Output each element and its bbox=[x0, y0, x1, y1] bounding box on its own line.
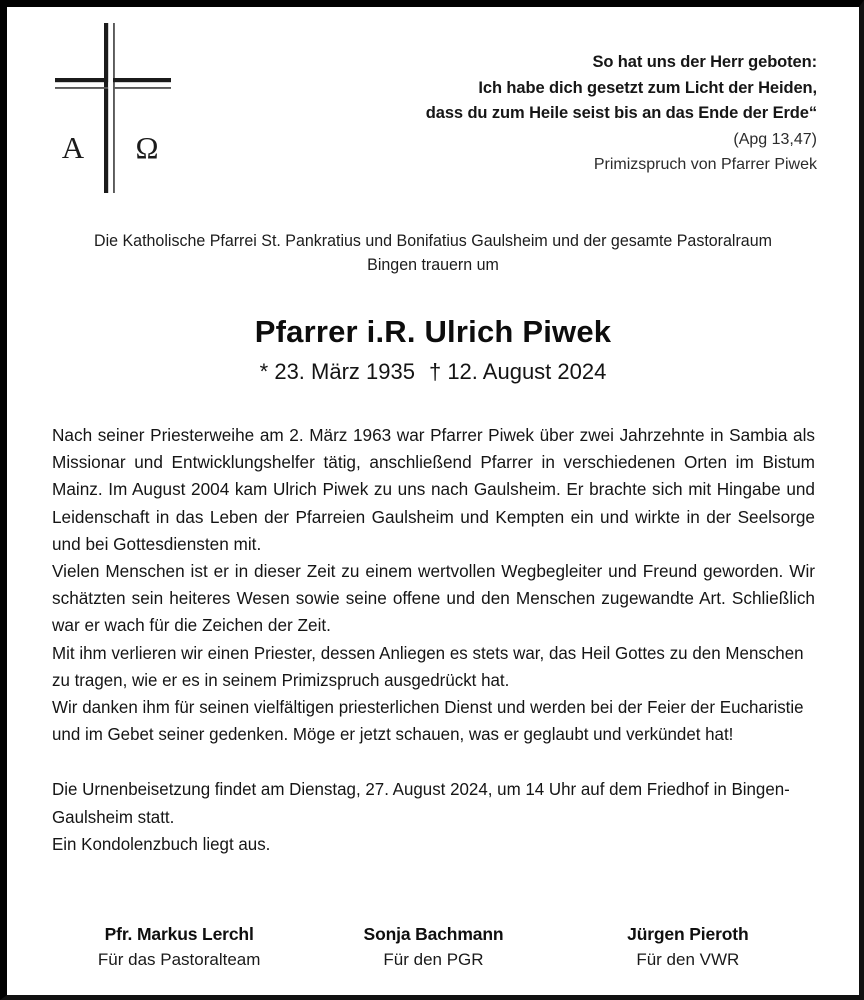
scripture-reference: (Apg 13,47) bbox=[733, 130, 817, 148]
scripture-attribution: Primizspruch von Pfarrer Piwek bbox=[593, 155, 817, 173]
signatory-name: Pfr. Markus Lerchl bbox=[104, 924, 254, 944]
signatories-row bbox=[52, 922, 815, 973]
signatory-role: Für den PGR bbox=[383, 950, 484, 969]
birth-date: * 23. März 1935 bbox=[259, 359, 415, 384]
deceased-dates bbox=[7, 358, 859, 386]
scripture-quote bbox=[347, 50, 817, 177]
eulogy-paragraph-1: Nach seiner Priesterweihe am 2. März 1963 war Pfarrer Piwek über zwei Jahrzehnte in Sambia als Missionar und Entwicklungshelfer tätig, anschließend Pfarrer in verschiedenen Orten im Bistum Mainz. Im August 2004 kam Ulrich Piwek zu uns nach Gaulsheim. Er brachte sich mit Hingabe und Leidenschaft in das Leben der Pfarreien Gaulsheim und Kempten ein und wirkte in der Seelsorge und bei Gottesdiensten mit. bbox=[52, 425, 815, 554]
funeral-line-1: Die Urnenbeisetzung findet am Dienstag, 27. August 2024, um 14 Uhr auf dem Friedhof in Bingen-Gaulsheim statt. bbox=[52, 779, 790, 827]
eulogy-text bbox=[52, 422, 815, 748]
signatory-name: Sonja Bachmann bbox=[363, 924, 504, 944]
alpha-glyph: A bbox=[61, 130, 85, 165]
notice-header bbox=[7, 7, 859, 207]
eulogy-paragraph-2: Vielen Menschen ist er in dieser Zeit zu einem wertvollen Wegbegleiter und Freund geworden. Wir schätzten sein heiteres Wesen sowie seine offene und den Menschen zugewandte Art. Schließlich war er wach für die Zeichen der Zeit. bbox=[52, 561, 815, 636]
notice-sheet bbox=[7, 7, 859, 995]
funeral-line-2: Ein Kondolenzbuch liegt aus. bbox=[52, 833, 271, 854]
scripture-line-2: Ich habe dich gesetzt zum Licht der Heiden, bbox=[478, 78, 817, 97]
signatory-pgr bbox=[306, 922, 560, 973]
scripture-line-1: So hat uns der Herr geboten: bbox=[592, 53, 817, 71]
deceased-name: Pfarrer i.R. Ulrich Piwek bbox=[254, 314, 612, 349]
scripture-line-3: dass du zum Heile seist bis an das Ende der Erde“ bbox=[425, 104, 817, 122]
eulogy-paragraph-4: Wir danken ihm für seinen vielfältigen priesterlichen Dienst und werden bei der Feier der Eucharistie und im Gebet seiner gedenken. Möge er jetzt schauen, was er geglaubt und verkündet hat! bbox=[52, 697, 804, 745]
parish-statement: Die Katholische Pfarrei St. Pankratius und Bonifatius Gaulsheim und der gesamte Pastoralraum Bingen trauern um bbox=[94, 232, 772, 274]
death-date: † 12. August 2024 bbox=[428, 359, 607, 384]
signatory-vwr bbox=[561, 922, 815, 973]
signatory-name: Jürgen Pieroth bbox=[627, 924, 749, 944]
signatory-pastoral-team bbox=[52, 922, 306, 973]
funeral-details bbox=[52, 776, 804, 858]
omega-glyph: Ω bbox=[135, 130, 159, 165]
signatory-role: Für den VWR bbox=[636, 950, 740, 969]
deceased-block bbox=[7, 313, 859, 386]
cross-alpha-omega-icon bbox=[55, 23, 171, 193]
eulogy-paragraph-3: Mit ihm verlieren wir einen Priester, dessen Anliegen es stets war, das Heil Gottes zu den Menschen zu tragen, wie er es in seinem Primizspruch ausgedrückt hat. bbox=[52, 642, 804, 690]
signatory-role: Für das Pastoralteam bbox=[97, 950, 261, 969]
